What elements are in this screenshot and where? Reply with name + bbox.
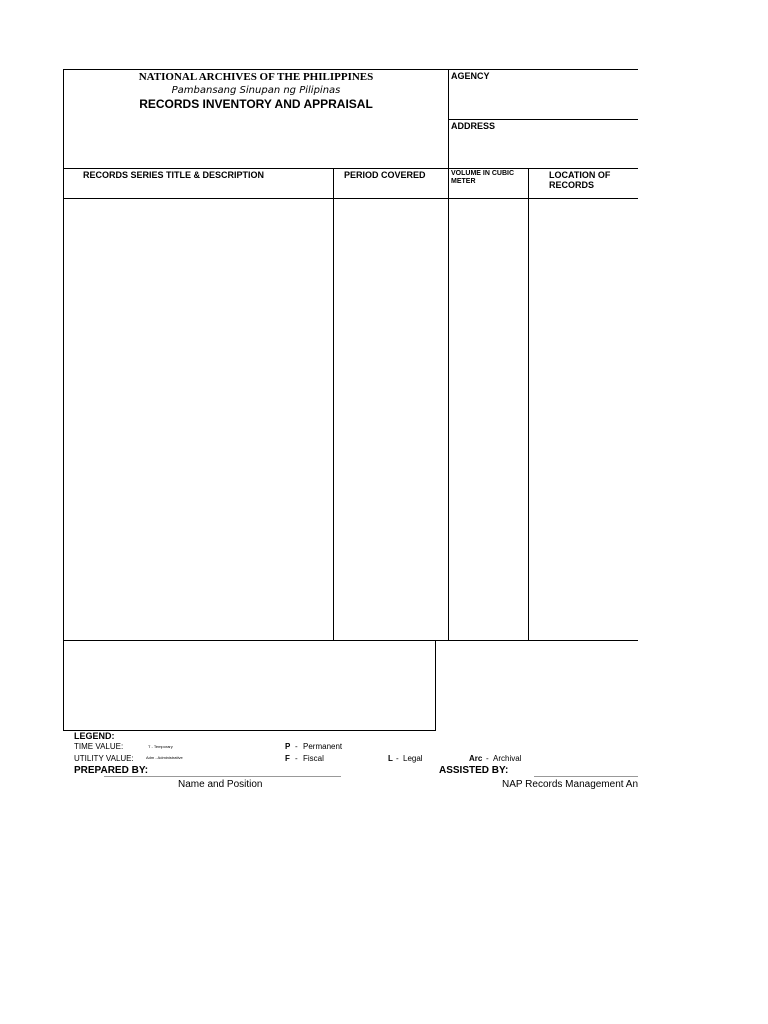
legend-legal-code: L	[388, 754, 393, 763]
legend-fiscal-dash: -	[295, 754, 298, 763]
column-header-bottom-line	[63, 198, 638, 199]
legend-legal-dash: -	[396, 754, 399, 763]
form-title: RECORDS INVENTORY AND APPRAISAL	[139, 97, 373, 111]
legend-archival-text: Archival	[493, 754, 522, 763]
assisted-by-caption: NAP Records Management An	[502, 779, 638, 790]
legend-fiscal-code: F	[285, 754, 290, 763]
legend-archival-code: Arc	[469, 754, 483, 763]
agency-address-divider	[448, 119, 638, 120]
column-divider-period	[333, 168, 334, 641]
table-bottom-line	[63, 640, 638, 641]
assisted-by-signature-line	[534, 776, 638, 777]
prepared-by-signature-line	[104, 776, 341, 777]
address-label: ADDRESS	[451, 121, 496, 131]
column-header-series-title: RECORDS SERIES TITLE & DESCRIPTION	[83, 170, 265, 180]
assisted-by-label: ASSISTED BY:	[439, 765, 509, 776]
time-value-label: TIME VALUE:	[74, 742, 124, 751]
legend-permanent-code: P	[285, 742, 291, 751]
utility-value-label: UTILITY VALUE:	[74, 754, 134, 763]
column-header-location: LOCATION OF RECORDS	[549, 170, 611, 190]
legend-administrative: Adm - Administrative	[146, 755, 183, 760]
institution-name: NATIONAL ARCHIVES OF THE PHILIPPINES	[138, 71, 374, 83]
remarks-box-left	[63, 640, 64, 731]
legend-legal-text: Legal	[403, 754, 423, 763]
frame-top-line	[63, 69, 638, 70]
frame-left-line	[63, 69, 64, 641]
column-divider-location	[528, 168, 529, 641]
institution-tagalog: Pambansang Sinupan ng Pilipinas	[171, 85, 341, 96]
remarks-box-bottom	[63, 730, 436, 731]
remarks-box-right	[435, 640, 436, 731]
legend-archival-dash: -	[486, 754, 489, 763]
prepared-by-caption: Name and Position	[178, 779, 263, 790]
legend-permanent-dash: -	[295, 742, 298, 751]
column-header-top-line	[63, 168, 638, 169]
header-divider-vertical	[448, 69, 449, 641]
prepared-by-label: PREPARED BY:	[74, 765, 149, 776]
column-header-period-covered: PERIOD COVERED	[344, 170, 426, 180]
legend-temporary: T - Temporary	[148, 744, 173, 749]
agency-label: AGENCY	[451, 71, 490, 81]
legend-title: LEGEND:	[74, 731, 115, 741]
column-header-volume: VOLUME IN CUBIC METER	[451, 170, 514, 185]
legend-permanent-text: Permanent	[303, 742, 343, 751]
legend-fiscal-text: Fiscal	[303, 754, 324, 763]
